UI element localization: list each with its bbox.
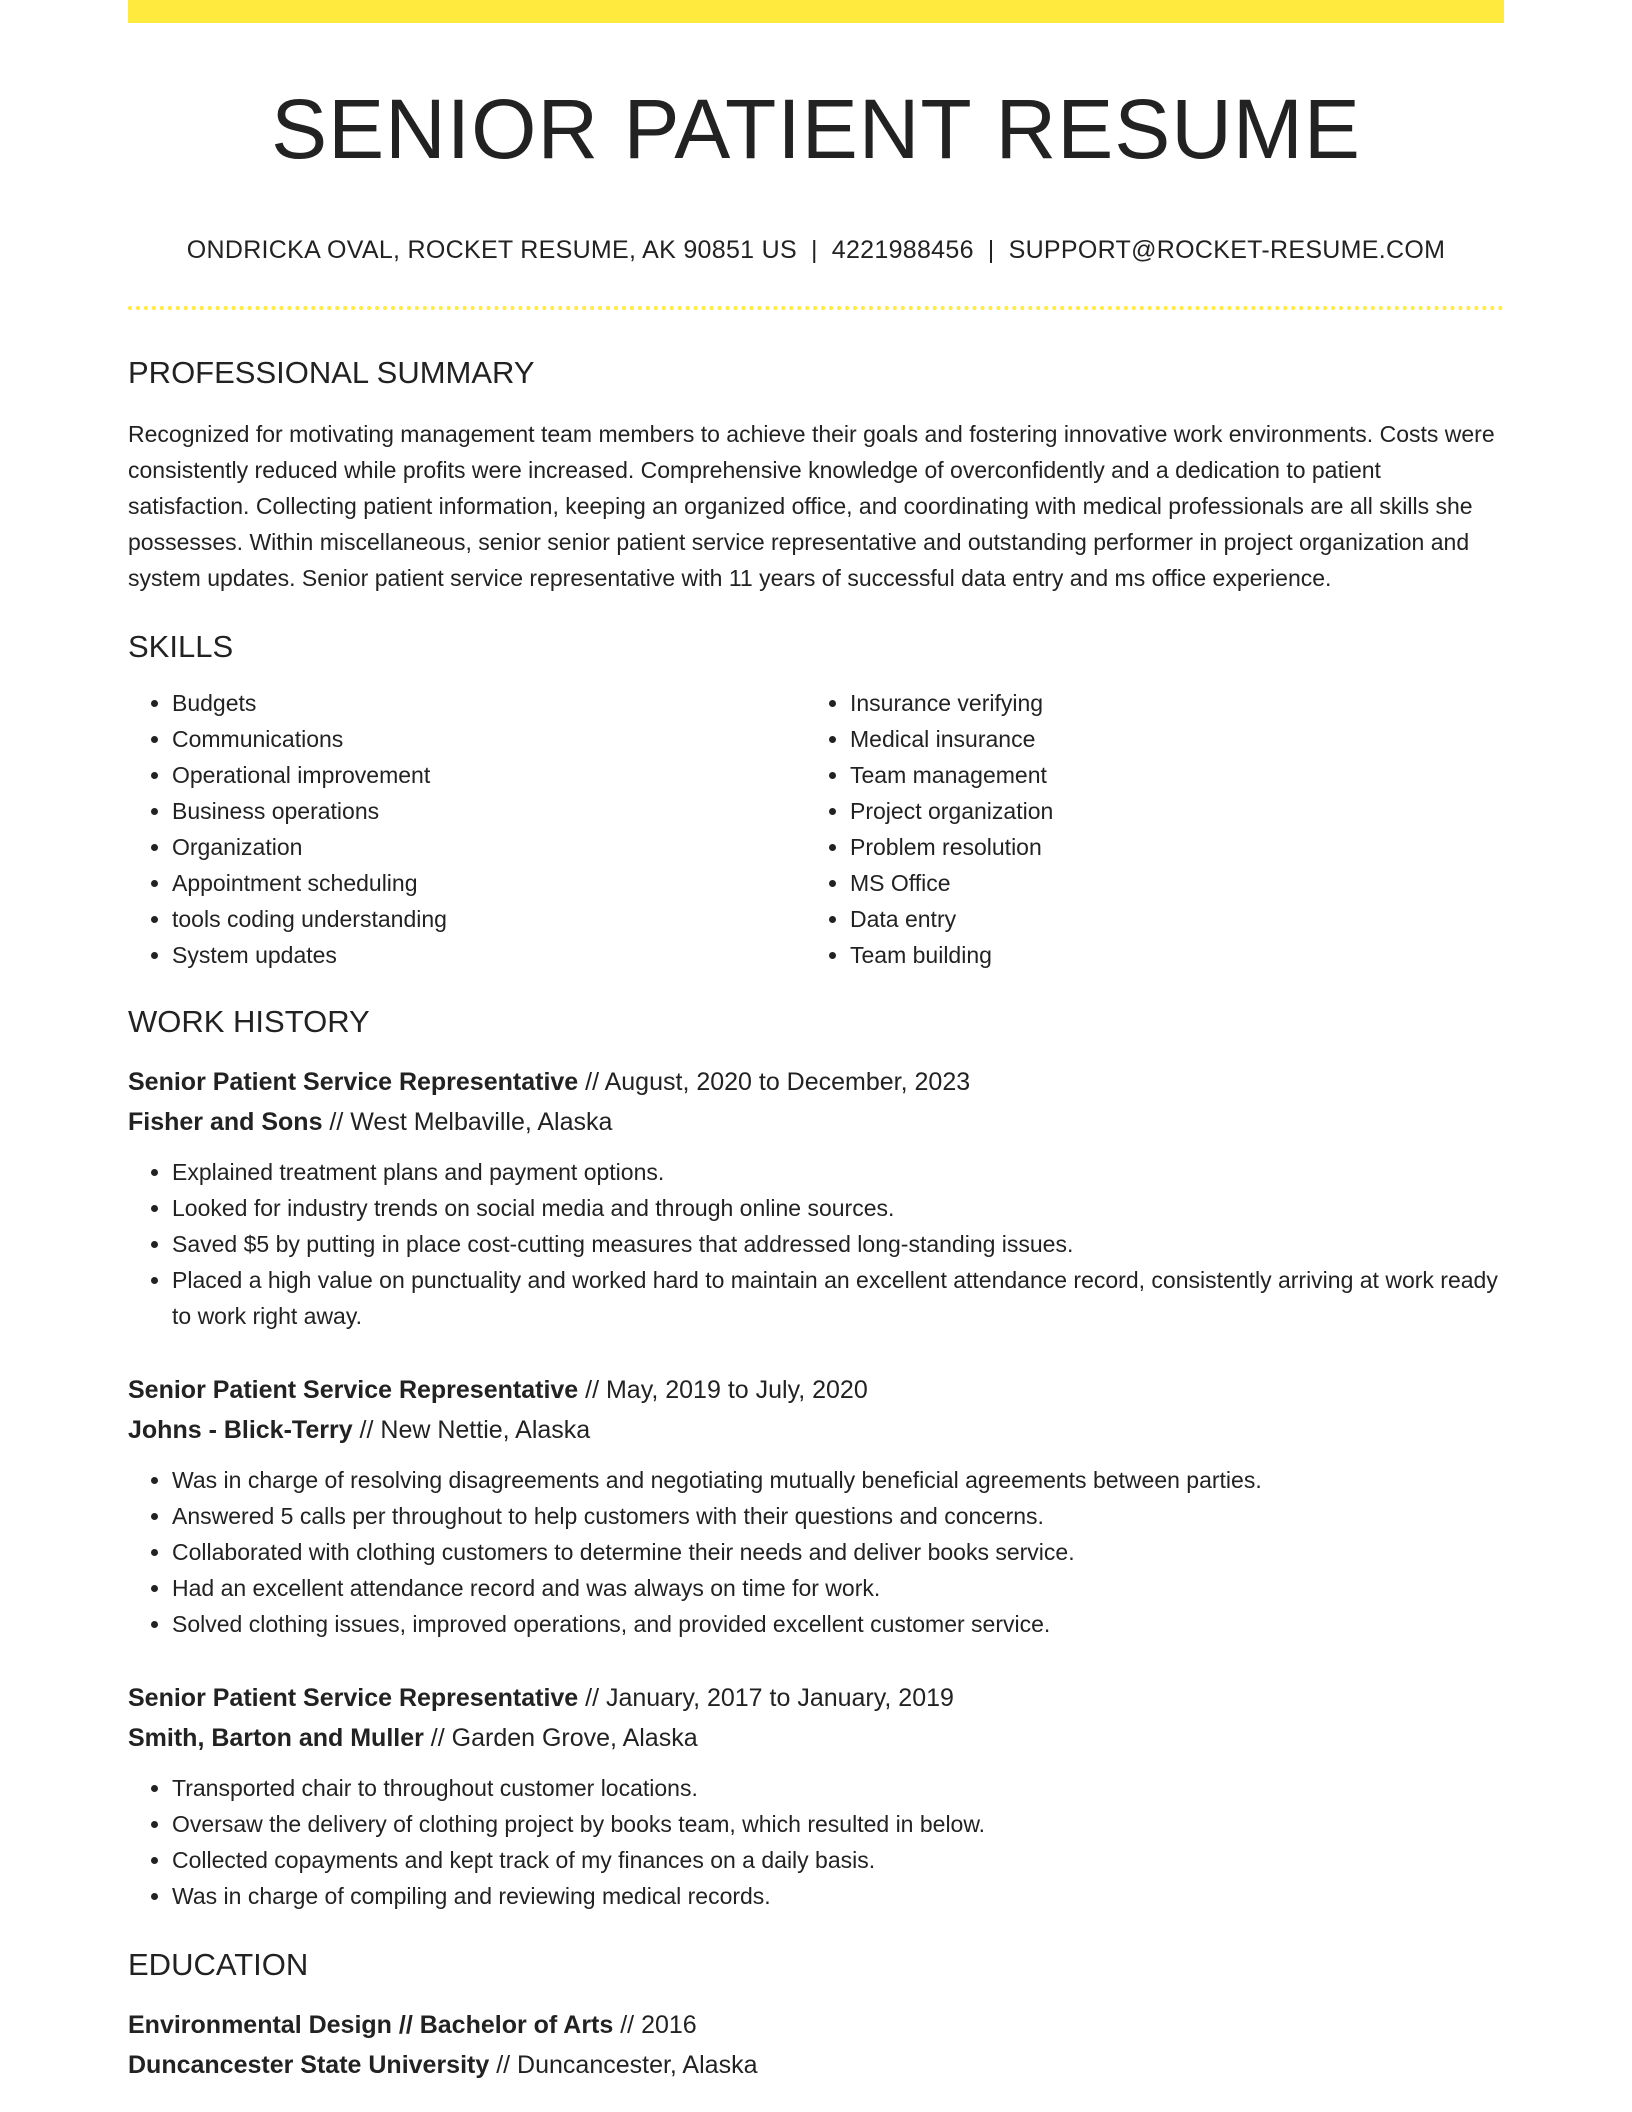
job-dates: // January, 2017 to January, 2019 bbox=[578, 1683, 954, 1712]
education-entry bbox=[128, 2005, 1504, 2085]
skill-item: • MS Office bbox=[850, 865, 1484, 901]
contact-separator: | bbox=[810, 236, 818, 265]
job-entry bbox=[128, 1678, 1504, 1914]
job-company-line bbox=[128, 1410, 1504, 1450]
contact-address: ONDRICKA OVAL, ROCKET RESUME, AK 90851 US bbox=[186, 236, 797, 265]
job-company: Fisher and Sons bbox=[128, 1107, 323, 1136]
skills-left-column bbox=[128, 685, 806, 973]
job-location: // West Melbaville, Alaska bbox=[322, 1107, 613, 1136]
education-school: Duncancester State University bbox=[128, 2051, 490, 2080]
resume-page bbox=[128, 0, 1504, 2085]
job-bullets bbox=[128, 1770, 1504, 1914]
skill-item: • Business operations bbox=[172, 793, 806, 829]
resume-title: SENIOR PATIENT RESUME bbox=[271, 82, 1361, 176]
education-location: // Duncancester, Alaska bbox=[489, 2051, 758, 2080]
job-bullet: • Transported chair to throughout customer locations. bbox=[172, 1770, 1504, 1806]
summary-heading: PROFESSIONAL SUMMARY bbox=[128, 355, 535, 391]
job-bullet: • Collected copayments and kept track of my finances on a daily basis. bbox=[172, 1842, 1504, 1878]
contact-line bbox=[128, 235, 1504, 265]
job-bullet: • Placed a high value on punctuality and worked hard to maintain an excellent attendance record, consistently arriving at work ready to work right away. bbox=[172, 1262, 1504, 1334]
education-degree-line bbox=[128, 2005, 1504, 2045]
contact-separator: | bbox=[987, 236, 995, 265]
job-company: Smith, Barton and Muller bbox=[128, 1723, 424, 1752]
skill-item: • Data entry bbox=[850, 901, 1484, 937]
job-bullet: • Answered 5 calls per throughout to help customers with their questions and concerns. bbox=[172, 1498, 1504, 1534]
job-bullet: • Had an excellent attendance record and was always on time for work. bbox=[172, 1570, 1504, 1606]
skill-item: • Appointment scheduling bbox=[172, 865, 806, 901]
education-heading: EDUCATION bbox=[128, 1946, 309, 1982]
contact-email: SUPPORT@ROCKET-RESUME.COM bbox=[1008, 236, 1446, 265]
skill-item: • System updates bbox=[172, 937, 806, 973]
contact-phone: 4221988456 bbox=[831, 236, 974, 265]
accent-top-bar bbox=[128, 0, 1504, 23]
job-entry bbox=[128, 1062, 1504, 1334]
job-dates: // August, 2020 to December, 2023 bbox=[578, 1067, 971, 1096]
job-bullets bbox=[128, 1154, 1504, 1334]
job-dates: // May, 2019 to July, 2020 bbox=[578, 1375, 868, 1404]
job-entry bbox=[128, 1370, 1504, 1642]
job-company: Johns - Blick-Terry bbox=[128, 1415, 353, 1444]
job-location: // Garden Grove, Alaska bbox=[423, 1723, 698, 1752]
skill-item: • Project organization bbox=[850, 793, 1484, 829]
job-bullet: • Solved clothing issues, improved operations, and provided excellent customer service. bbox=[172, 1606, 1504, 1642]
education-year: // 2016 bbox=[613, 2011, 697, 2040]
job-company-line bbox=[128, 1102, 1504, 1142]
skill-item: • Insurance verifying bbox=[850, 685, 1484, 721]
skills-right-column bbox=[806, 685, 1484, 973]
skill-item: • Team building bbox=[850, 937, 1484, 973]
dotted-divider bbox=[128, 306, 1504, 310]
education-degree: Environmental Design // Bachelor of Arts bbox=[128, 2011, 614, 2040]
skills-grid bbox=[128, 685, 1504, 973]
job-bullet: • Oversaw the delivery of clothing project by books team, which resulted in below. bbox=[172, 1806, 1504, 1842]
job-role: Senior Patient Service Representative bbox=[128, 1067, 579, 1096]
skill-item: • Operational improvement bbox=[172, 757, 806, 793]
skill-item: • Organization bbox=[172, 829, 806, 865]
job-bullet: • Explained treatment plans and payment options. bbox=[172, 1154, 1504, 1190]
job-bullets bbox=[128, 1462, 1504, 1642]
job-title-line bbox=[128, 1062, 1504, 1102]
skill-item: • Budgets bbox=[172, 685, 806, 721]
job-bullet: • Looked for industry trends on social media and through online sources. bbox=[172, 1190, 1504, 1226]
job-company-line bbox=[128, 1718, 1504, 1758]
education-school-line bbox=[128, 2045, 1504, 2085]
skill-item: • Problem resolution bbox=[850, 829, 1484, 865]
job-bullet: • Collaborated with clothing customers to determine their needs and deliver books service. bbox=[172, 1534, 1504, 1570]
job-title-line bbox=[128, 1370, 1504, 1410]
job-role: Senior Patient Service Representative bbox=[128, 1683, 579, 1712]
skill-item: • Communications bbox=[172, 721, 806, 757]
job-bullet: • Was in charge of resolving disagreements and negotiating mutually beneficial agreements between parties. bbox=[172, 1462, 1504, 1498]
work-history-heading: WORK HISTORY bbox=[128, 1003, 370, 1039]
job-role: Senior Patient Service Representative bbox=[128, 1375, 579, 1404]
skills-heading: SKILLS bbox=[128, 628, 234, 664]
job-title-line bbox=[128, 1678, 1504, 1718]
skill-item: • Medical insurance bbox=[850, 721, 1484, 757]
skill-item: • Team management bbox=[850, 757, 1484, 793]
job-bullet: • Was in charge of compiling and reviewing medical records. bbox=[172, 1878, 1504, 1914]
job-location: // New Nettie, Alaska bbox=[352, 1415, 591, 1444]
skill-item: • tools coding understanding bbox=[172, 901, 806, 937]
summary-text: Recognized for motivating management team members to achieve their goals and fostering innovative work environments. Costs were consistently reduced while profits were increased. Comprehensive knowledge of overconfidently and a dedication to patient satisfaction. Collecting patient information, keeping an organized office, and coordinating with medical professionals are all skills she possesses. Within miscellaneous, senior senior patient service representative and outstanding performer in project organization and system updates. Senior patient service representative with 11 years of successful data entry and ms office experience. bbox=[128, 420, 1495, 591]
job-bullet: • Saved $5 by putting in place cost-cutting measures that addressed long-standing issues. bbox=[172, 1226, 1504, 1262]
